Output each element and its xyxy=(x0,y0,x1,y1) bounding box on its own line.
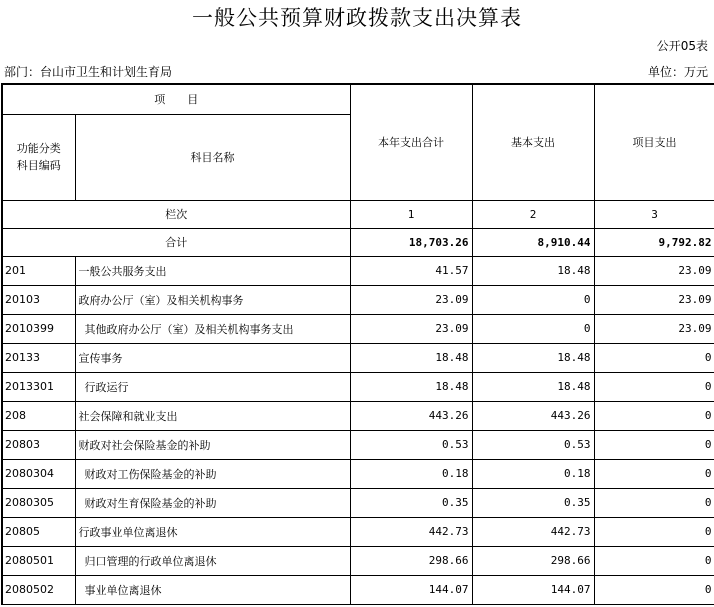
project-cell: 0 xyxy=(594,430,714,459)
project-cell: 0 xyxy=(594,343,714,372)
project-cell: 0 xyxy=(594,575,714,604)
name-cell: 行政事业单位离退休 xyxy=(75,517,350,546)
table-row xyxy=(2,256,714,285)
basic-cell: 443.26 xyxy=(472,401,594,430)
col-number-3: 3 xyxy=(594,200,714,228)
project-cell: 0 xyxy=(594,517,714,546)
name-cell: 行政运行 xyxy=(75,372,350,401)
table-row xyxy=(2,314,714,343)
code-header xyxy=(2,114,75,200)
table-row xyxy=(2,430,714,459)
basic-cell: 18.48 xyxy=(472,256,594,285)
total-row-project: 9,792.82 xyxy=(594,228,714,256)
report-title: 一般公共预算财政拨款支出决算表 xyxy=(192,6,522,30)
total-cell: 41.57 xyxy=(350,256,472,285)
form-number: 公开05表 xyxy=(656,39,708,53)
total-cell: 18.48 xyxy=(350,372,472,401)
project-cell: 0 xyxy=(594,401,714,430)
total-cell: 443.26 xyxy=(350,401,472,430)
table-row xyxy=(2,285,714,314)
code-cell: 2080304 xyxy=(2,459,75,488)
project-header: 项目支出 xyxy=(594,84,714,200)
unit-label: 单位：万元 xyxy=(647,65,708,79)
project-cell: 0 xyxy=(594,546,714,575)
table-row xyxy=(2,459,714,488)
col-number-2: 2 xyxy=(472,200,594,228)
total-cell: 298.66 xyxy=(350,546,472,575)
basic-cell: 442.73 xyxy=(472,517,594,546)
code-header-line2: 科目编码 xyxy=(16,159,61,172)
code-cell: 2080305 xyxy=(2,488,75,517)
department-label: 部门：台山市卫生和计划生育局 xyxy=(4,65,173,79)
total-cell: 23.09 xyxy=(350,314,472,343)
table-row xyxy=(2,343,714,372)
code-cell: 208 xyxy=(2,401,75,430)
code-cell: 2013301 xyxy=(2,372,75,401)
basic-cell: 0 xyxy=(472,285,594,314)
code-cell: 20133 xyxy=(2,343,75,372)
total-row-total: 18,703.26 xyxy=(350,228,472,256)
basic-cell: 0.53 xyxy=(472,430,594,459)
basic-cell: 298.66 xyxy=(472,546,594,575)
expenditure-table xyxy=(1,83,714,605)
code-cell: 201 xyxy=(2,256,75,285)
code-header-line1: 功能分类 xyxy=(16,142,61,155)
name-cell: 其他政府办公厅（室）及相关机构事务支出 xyxy=(75,314,350,343)
total-cell: 442.73 xyxy=(350,517,472,546)
total-cell: 0.35 xyxy=(350,488,472,517)
name-cell: 财政对工伤保险基金的补助 xyxy=(75,459,350,488)
project-cell: 23.09 xyxy=(594,256,714,285)
table-row xyxy=(2,488,714,517)
name-cell: 社会保障和就业支出 xyxy=(75,401,350,430)
name-cell: 财政对生育保险基金的补助 xyxy=(75,488,350,517)
total-cell: 0.53 xyxy=(350,430,472,459)
code-cell: 20803 xyxy=(2,430,75,459)
basic-cell: 144.07 xyxy=(472,575,594,604)
name-cell: 事业单位离退休 xyxy=(75,575,350,604)
name-cell: 财政对社会保险基金的补助 xyxy=(75,430,350,459)
total-row-basic: 8,910.44 xyxy=(472,228,594,256)
name-cell: 宣传事务 xyxy=(75,343,350,372)
total-cell: 144.07 xyxy=(350,575,472,604)
table-row xyxy=(2,546,714,575)
basic-cell: 18.48 xyxy=(472,372,594,401)
basic-cell: 0.35 xyxy=(472,488,594,517)
lanci-label: 栏次 xyxy=(2,200,350,228)
name-cell: 政府办公厅（室）及相关机构事务 xyxy=(75,285,350,314)
code-cell: 2080502 xyxy=(2,575,75,604)
basic-cell: 0 xyxy=(472,314,594,343)
total-cell: 0.18 xyxy=(350,459,472,488)
total-header: 本年支出合计 xyxy=(350,84,472,200)
code-cell: 2080501 xyxy=(2,546,75,575)
project-cell: 23.09 xyxy=(594,285,714,314)
project-cell: 0 xyxy=(594,488,714,517)
name-header: 科目名称 xyxy=(75,114,350,200)
item-header: 项 目 xyxy=(2,84,350,114)
total-cell: 23.09 xyxy=(350,285,472,314)
table-row xyxy=(2,575,714,604)
name-cell: 一般公共服务支出 xyxy=(75,256,350,285)
basic-cell: 18.48 xyxy=(472,343,594,372)
total-row-label: 合计 xyxy=(2,228,350,256)
basic-header: 基本支出 xyxy=(472,84,594,200)
project-cell: 23.09 xyxy=(594,314,714,343)
project-cell: 0 xyxy=(594,372,714,401)
project-cell: 0 xyxy=(594,459,714,488)
code-cell: 2010399 xyxy=(2,314,75,343)
table-row xyxy=(2,401,714,430)
total-cell: 18.48 xyxy=(350,343,472,372)
table-row xyxy=(2,517,714,546)
code-cell: 20103 xyxy=(2,285,75,314)
table-row xyxy=(2,372,714,401)
col-number-1: 1 xyxy=(350,200,472,228)
basic-cell: 0.18 xyxy=(472,459,594,488)
code-cell: 20805 xyxy=(2,517,75,546)
name-cell: 归口管理的行政单位离退休 xyxy=(75,546,350,575)
